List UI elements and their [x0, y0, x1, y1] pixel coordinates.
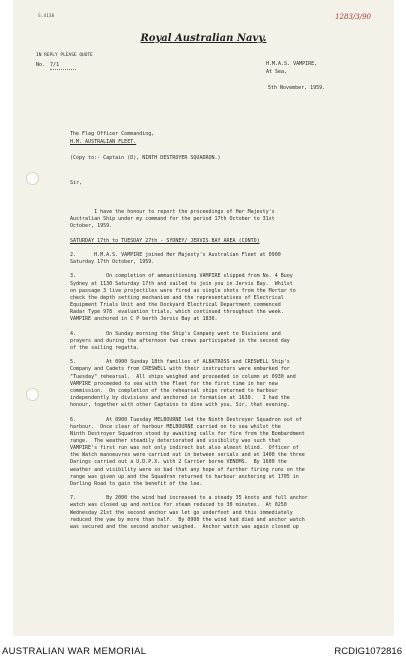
body-line: harbour. Once clear of harbour MELBOURNE carried on to sea whilst the [70, 423, 281, 430]
body-line: Radar Type 978 evaluation trials, which continued throughout the week. [70, 309, 284, 316]
body-line: 4. On Sunday morning the Ship's Company went to Divisions and [70, 330, 281, 337]
body-line [70, 230, 369, 237]
body-line: range was given up and the Squadron returned to harbour anchoring at 1705 in [70, 473, 299, 480]
body-line: 7. By 2000 the wind had increased to a steady 35 knots and full anchor [70, 495, 308, 502]
footer [0, 636, 406, 666]
document-page [14, 0, 393, 636]
salutation: Sir, [70, 180, 83, 186]
body-line: of the sailing regatta. [70, 344, 140, 351]
body-line: reduced the yaw by more than half. By 0900 the wind had died and anchor watch [70, 516, 305, 523]
body-line: watch was closed up and notice for steam reduced to 30 minutes. At 0250 [70, 502, 287, 509]
body-line: "Tuesday" rehearsal. All ships weighed and proceeded in column at 0930 and [70, 373, 296, 380]
footer-record-id: RCDIG1072816 [334, 646, 402, 657]
body-line: 3. On completion of ammunitioning VAMPIRE slipped from No. 4 Buoy [70, 273, 293, 280]
punch-hole [26, 172, 39, 185]
body-line: Darings carried out a U.D.P.X. with 2 Carrier borne VENOMS. By 1600 the [70, 459, 287, 466]
reply-quote-label: IN REPLY PLEASE QUOTE [36, 53, 93, 58]
body-line: Equipment Trials Unit and the Dockyard Electrical Department commenced [70, 302, 281, 309]
body-line: the Watch manoeuvres were carried out in between serials and at 1400 the three [70, 452, 305, 459]
body-line: VAMPIRE anchored in C P berth Jervis Bay at 1830. [70, 316, 218, 323]
body-line: honour, together with other Captains to dine with you, Sir, that evening. [70, 402, 290, 409]
body-line [70, 488, 369, 495]
punch-hole [26, 388, 39, 401]
form-code: S.4138 [38, 14, 55, 19]
copy-to: (Copy to:- Captain (D), NINTH DESTROYER SQUADRON.) [70, 155, 221, 161]
body-line: Saturday 17th October, 1959. [70, 259, 155, 266]
body-line [70, 245, 369, 252]
letter-body [70, 209, 369, 531]
letter-date: 5th November, 1959. [268, 85, 326, 91]
body-line: October, 1959. [70, 223, 113, 230]
letterhead: Royal Australian Navy. [140, 33, 267, 44]
addressee-line-1: The Flag Officer Commanding, [70, 131, 155, 137]
body-line: Australian Ship under my command for the period 17th October to 31st [70, 216, 275, 223]
body-line: 2. H.M.A.S. VAMPIRE joined Her Majesty's Australian Fleet at 0900 [70, 251, 281, 258]
body-line [70, 324, 369, 331]
body-line: weather and visibility were so bad that any hope of further firing runs on the [70, 466, 305, 473]
ship-name: H.M.A.S. VAMPIRE, [266, 61, 318, 67]
body-line: check the depth setting mechanism and the representatives of Electrical [70, 294, 284, 301]
body-line: prayers and during the afternoon two crews participated in the second day [70, 337, 290, 344]
body-line: Wednesday 21st the second anchor was let go underfoot and this immediately [70, 509, 293, 516]
body-line: 5. At 0900 Sunday 18th families of ALBATROSS and CRESWELL Ship's [70, 359, 290, 366]
addressee-line-2: H.M. AUSTRALIAN FLEET. [70, 139, 137, 145]
body-line [70, 352, 369, 359]
body-line: VAMPIRE proceeded to sea with the Fleet for the first time in her new [70, 380, 278, 387]
body-line: range. The weather steadily deteriorated and visibility was such that [70, 438, 281, 444]
body-line: 6. At 0900 Tuesday MELBOURNE led the Ninth Destroyer Squadron out of [70, 416, 302, 423]
reply-number: No. 7/1 [36, 62, 76, 70]
body-line: Company and Cadets from CRESWELL with their instructors were embarked for [70, 366, 290, 373]
body-line: I have the honour to report the proceedings of Her Majesty's [70, 209, 275, 215]
body-line: Sydney at 1130 Saturday 17th and sailed to join you in Jervis Bay. Whilst [70, 280, 293, 287]
body-line: commission. On completion of the rehearsal ships returned to harbour [70, 387, 278, 394]
body-line: was secured and the second anchor weighed. Anchor watch was again closed up [70, 523, 299, 530]
body-line: SATURDAY 17th to TUESDAY 27th - SYDNEY/ JERVIS BAY AREA (CONTD) [70, 237, 260, 244]
body-line: on passage 3 live projectiles were fired as single shots from the Mortar to [70, 287, 296, 294]
ship-location: At Sea, [266, 69, 288, 75]
body-line [70, 266, 369, 273]
body-line: VAMPIRE's first run was not only indirect but also almost blind. Officer of [70, 445, 299, 452]
body-line: Ninth Destroyer Squadron stood by awaiting calls for fire from the Bombardment [70, 430, 305, 437]
body-line [70, 409, 369, 416]
body-line: independently by divisions and anchored in formation at 1630. I had the [70, 395, 290, 402]
body-line: Darling Road to gain the benefit of the lee. [70, 480, 203, 487]
footer-institution: AUSTRALIAN WAR MEMORIAL [2, 646, 147, 657]
archive-reference: 1283/3/90 [335, 13, 371, 21]
